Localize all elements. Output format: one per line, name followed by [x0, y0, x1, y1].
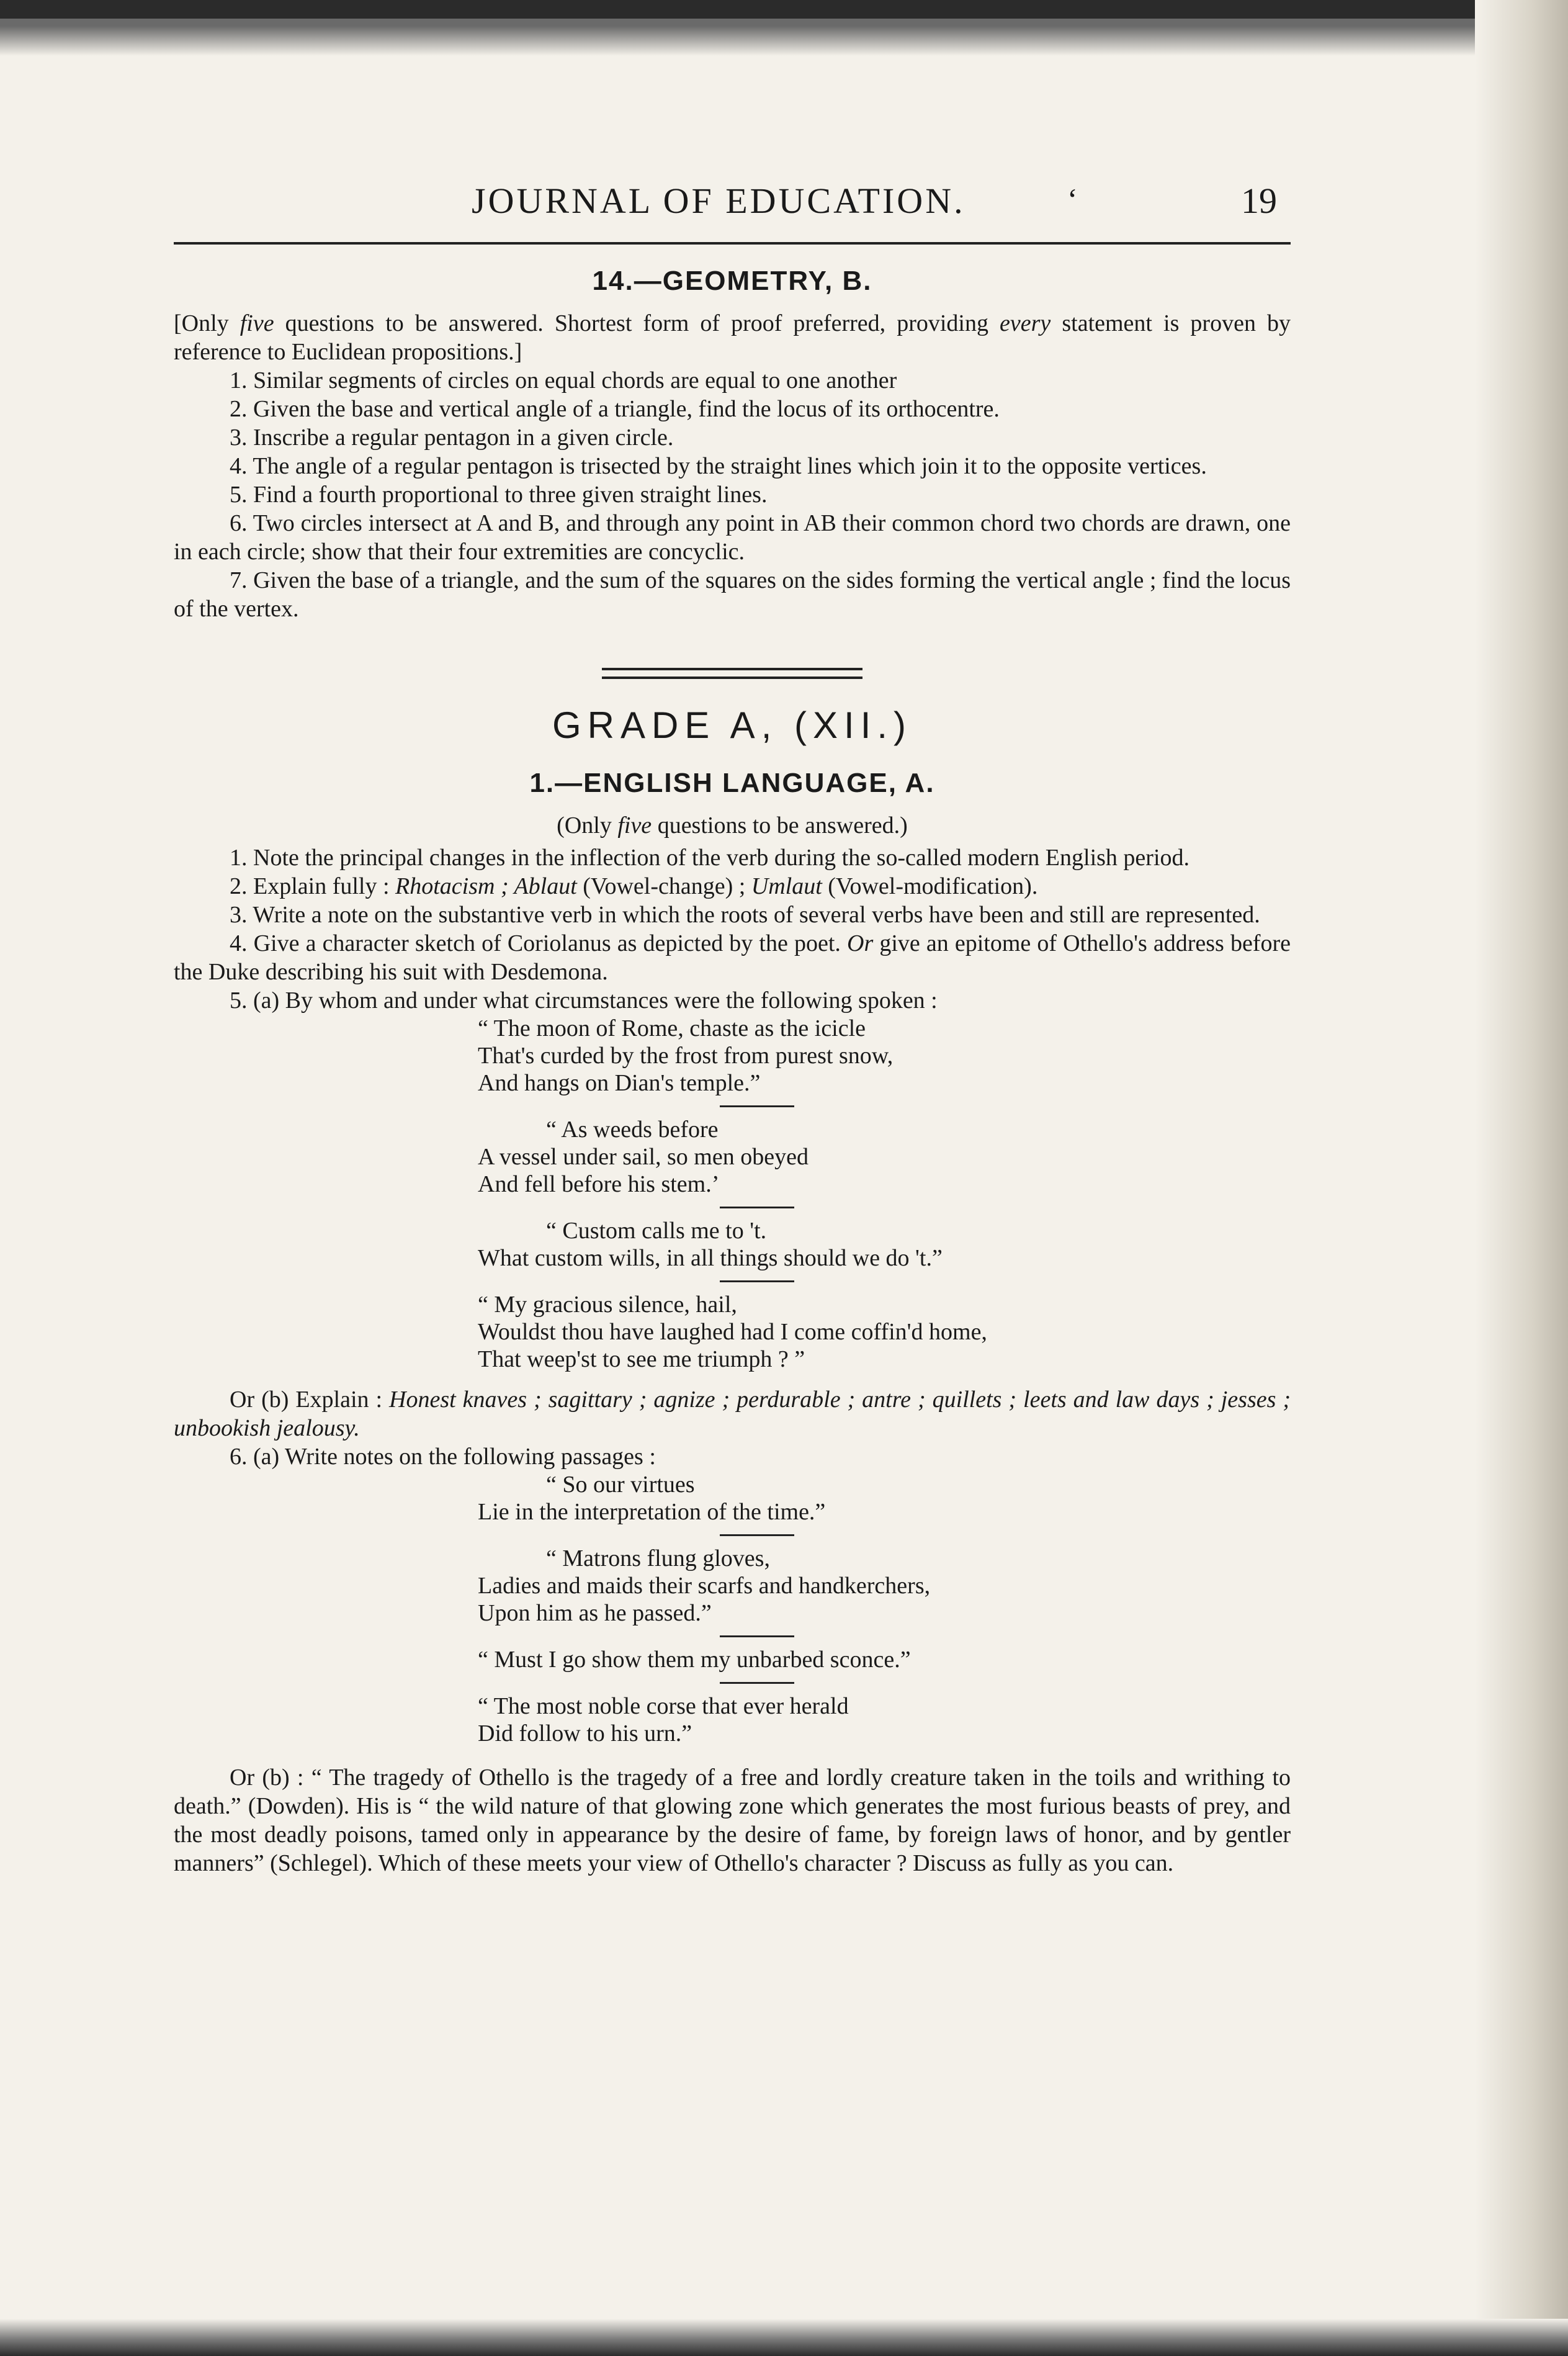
- geometry-question-2: 2. Given the base and vertical angle of a triangle, find the locus of its orthocentre.: [230, 396, 1000, 422]
- quote-separator: [720, 1682, 794, 1684]
- geometry-question-5: 5. Find a fourth proportional to three given straight lines.: [230, 482, 768, 508]
- geometry-heading: 14.—GEOMETRY, B.: [592, 266, 872, 296]
- english-question-5b: Or (b) Explain : Honest knaves ; sagittary ; agnize ; perdurable ; antre ; quillets ; leets and law days ; jesses ; unbookish jealousy.: [174, 1387, 1291, 1441]
- journal-title: JOURNAL OF EDUCATION.: [472, 181, 965, 221]
- english-question-6a: 6. (a) Write notes on the following passages :: [230, 1444, 656, 1470]
- page-number: 19: [1241, 181, 1277, 221]
- quotation-custom-calls: “ Custom calls me to 't. What custom wills, in all things should we do 't.”: [478, 1218, 943, 1271]
- english-question-4: 4. Give a character sketch of Coriolanus as depicted by the poet. Or give an epitome of Othello's address before the Duke describing his suit with Desdemona.: [174, 930, 1291, 985]
- passage-unbarbed-sconce: “ Must I go show them my unbarbed sconce.”: [478, 1647, 911, 1673]
- english-heading: 1.—ENGLISH LANGUAGE, A.: [529, 768, 935, 798]
- quotation-gracious-silence: “ My gracious silence, hail, Wouldst thou have laughed had I come coffin'd home, That weep'st to see me triumph ? ”: [478, 1292, 987, 1372]
- scan-edge-top: [0, 0, 1568, 56]
- english-question-1: 1. Note the principal changes in the inflection of the verb during the so-called modern English period.: [230, 845, 1189, 871]
- page-body: [174, 168, 1291, 1877]
- geometry-question-4: 4. The angle of a regular pentagon is trisected by the straight lines which join it to the opposite vertices.: [230, 453, 1207, 479]
- geometry-question-6: 6. Two circles intersect at A and B, and through any point in AB their common chord two chords are drawn, one in each circle; show that their four extremities are concyclic.: [174, 510, 1291, 565]
- passage-noble-corse: “ The most noble corse that ever herald Did follow to his urn.”: [478, 1693, 849, 1747]
- english-instructions: (Only five questions to be answered.): [557, 812, 908, 839]
- english-question-6b: Or (b) : “ The tragedy of Othello is the tragedy of a free and lordly creature taken in the toils and writhing to death.” (Dowden). His is “ the wild nature of that glowing zone which generates the most furious beasts of prey, and the most deadly poisons, tamed only in appearance by the desire of fame, by foreign laws of honor, and by gentler manners” (Schlegel). Which of these meets your view of Othello's character ? Discuss as fully as you can.: [174, 1765, 1291, 1876]
- quote-separator: [720, 1635, 794, 1637]
- section-divider: [602, 668, 862, 679]
- stray-mark: ‘: [1067, 182, 1078, 217]
- geometry-instructions: [Only five questions to be answered. Shortest form of proof preferred, providing every statement is proven by reference to Euclidean propositions.]: [174, 310, 1291, 365]
- passage-matrons-flung-gloves: “ Matrons flung gloves, Ladies and maids their scarfs and handkerchers, Upon him as he passed.”: [478, 1545, 931, 1626]
- scan-edge-bottom: [0, 2319, 1568, 2356]
- grade-title: GRADE A, (XII.): [552, 704, 913, 746]
- english-question-2: 2. Explain fully : Rhotacism ; Ablaut (Vowel-change) ; Umlaut (Vowel-modification).: [230, 873, 1038, 899]
- quote-separator: [720, 1105, 794, 1107]
- quotation-moon-of-rome: “ The moon of Rome, chaste as the icicle That's curded by the frost from purest snow, And hangs on Dian's temple.”: [478, 1015, 894, 1096]
- english-question-3: 3. Write a note on the substantive verb in which the roots of several verbs have been and still are represented.: [230, 902, 1260, 928]
- english-question-5a: 5. (a) By whom and under what circumstances were the following spoken :: [230, 987, 938, 1014]
- geometry-question-3: 3. Inscribe a regular pentagon in a given circle.: [230, 425, 674, 451]
- geometry-question-1: 1. Similar segments of circles on equal chords are equal to one another: [230, 367, 897, 393]
- running-head: [174, 168, 1291, 245]
- quote-separator: [720, 1534, 794, 1536]
- quotation-weeds-before: “ As weeds before A vessel under sail, so men obeyed And fell before his stem.’: [478, 1117, 809, 1197]
- passage-our-virtues: “ So our virtues Lie in the interpretation of the time.”: [478, 1472, 826, 1525]
- geometry-question-7: 7. Given the base of a triangle, and the sum of the squares on the sides forming the vertical angle ; find the locus of the vertex.: [174, 567, 1291, 622]
- quote-separator: [720, 1207, 794, 1208]
- scan-edge-right: [1475, 0, 1568, 2356]
- quote-separator: [720, 1280, 794, 1282]
